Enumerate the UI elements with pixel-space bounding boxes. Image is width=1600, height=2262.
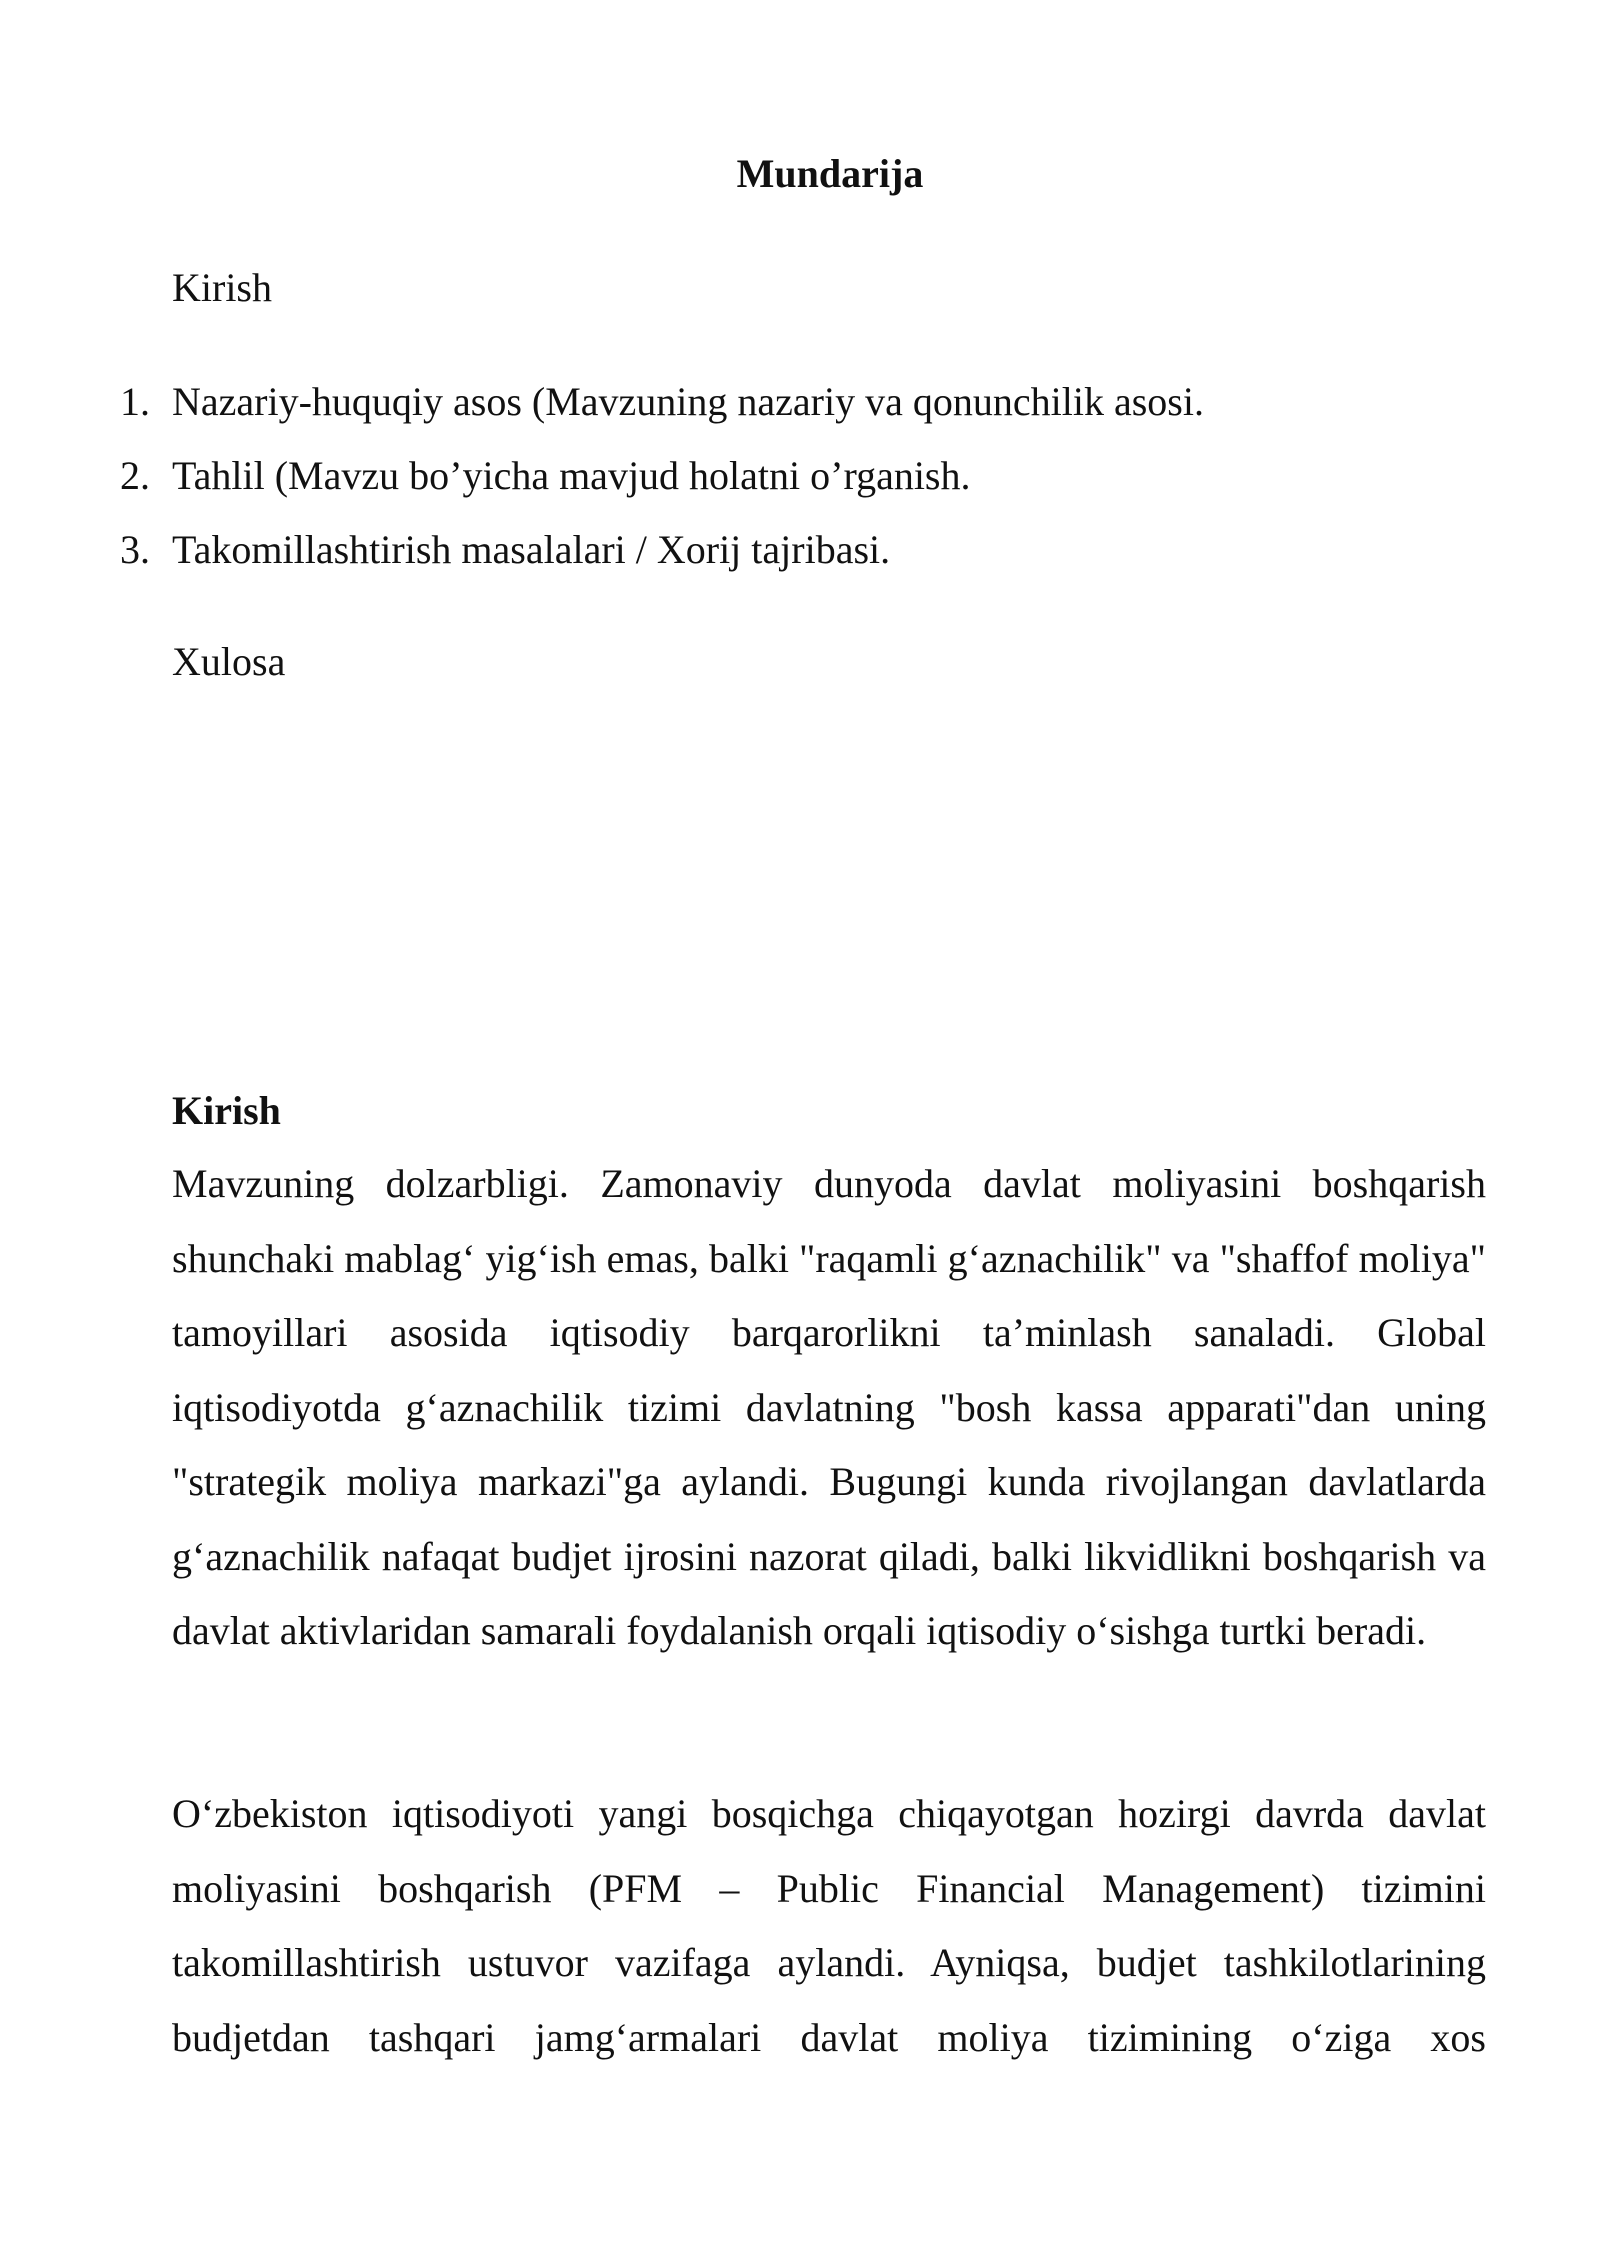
- toc-item: [120, 524, 890, 576]
- toc-item-text: Takomillashtirish masalalari / Xorij tajribasi.: [172, 527, 891, 572]
- toc-item-number: 1.: [120, 379, 150, 424]
- toc-item: [120, 450, 971, 502]
- section-heading: Kirish: [172, 1088, 281, 1133]
- toc-item-text: Nazariy-huquqiy asos (Mavzuning nazariy va qonunchilik asosi.: [172, 379, 1204, 424]
- body-paragraph: Mavzuning dolzarbligi. Zamonaviy dunyoda davlat moliyasini boshqarish shunchaki mablag‘ yig‘ish emas, balki "raqamli g‘aznachilik" va "shaffof moliya" tamoyillari asosida iqtisodiy barqarorlikni ta’minlash sanaladi. Global iqtisodiyotda g‘aznachilik tizimi davlatning "bosh kassa apparati"dan uning "strategik moliya markazi"ga aylandi. Bugungi kunda rivojlangan davlatlarda g‘aznachilik nafaqat budjet ijrosini nazorat qiladi, balki likvidlikni boshqarish va davlat aktivlaridan samarali foydalanish orqali iqtisodiy o‘sishga turtki beradi.: [172, 1161, 1486, 1653]
- toc-title: Mundarija: [736, 151, 924, 196]
- toc-item: [120, 376, 1204, 428]
- toc-item-number: 3.: [120, 527, 150, 572]
- toc-intro: Kirish: [172, 265, 272, 310]
- toc-item-text: Tahlil (Mavzu bo’yicha mavjud holatni o’rganish.: [172, 453, 971, 498]
- toc-item-number: 2.: [120, 453, 150, 498]
- toc-conclusion: Xulosa: [172, 639, 286, 684]
- body-paragraph: O‘zbekiston iqtisodiyoti yangi bosqichga chiqayotgan hozirgi davrda davlat moliyasini boshqarish (PFM – Public Financial Management) tizimini takomillashtirish ustuvor vazifaga aylandi. Ayniqsa, budjet tashkilotlarining budjetdan tashqari jamg‘armalari davlat moliya tizimining o‘ziga xos: [172, 1791, 1486, 2060]
